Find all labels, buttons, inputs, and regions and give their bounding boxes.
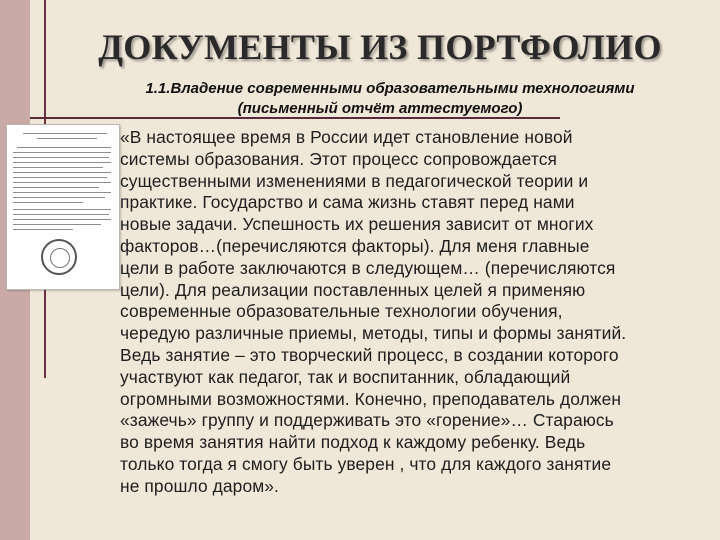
thumb-line [13,224,101,225]
slide-subtitle: 1.1.Владение современными образовательными технологиями [145,80,635,97]
thumb-line [13,172,111,173]
thumb-line [17,147,111,148]
thumb-line [13,162,111,163]
document-thumbnail [6,124,120,290]
thumb-line [13,202,83,203]
thumb-line [13,214,109,215]
thumb-line [13,197,105,198]
thumb-line [13,167,103,168]
thumb-line [37,138,97,139]
title-divider [30,117,560,119]
thumb-line [13,192,111,193]
thumb-line [13,209,111,210]
thumb-line [13,182,111,183]
stamp-seal [41,239,77,275]
thumb-line [13,187,99,188]
slide-title: ДОКУМЕНТЫ ИЗ ПОРТФОЛИО [98,27,662,67]
thumb-line [13,177,107,178]
slide-subtitle-note: (письменный отчёт аттестуемого) [237,100,523,117]
thumb-line [13,229,73,230]
thumb-line [13,219,111,220]
thumb-line [13,152,111,153]
report-quote-text: «В настоящее время в России идет становление новой системы образования. Этот процесс сопровождается существенными изменениями в педагогической теории и практике. Государство и сама жизнь ставят перед нами новые задачи. Успешность их решения зависит от многих факторов…(перечисляются факторы). Для меня главные цели в работе заключаются в следующем… (перечисляются цели). Для реализации поставленных целей я применяю современные образовательные технологии обучения, чередую различные приемы, методы, типы и формы занятий. Ведь занятие – это творческий процесс, в создании которого участвуют как педагог, так и воспитанник, обладающий огромными возможностями. Конечно, преподаватель должен «зажечь» группу и поддерживать это «горение»… Стараюсь во время занятия найти подход к каждому ребенку. Ведь только тогда я смогу быть уверен , что для каждого занятие не прошло даром». [120,127,627,496]
thumb-line [13,157,109,158]
thumb-line [23,133,107,134]
